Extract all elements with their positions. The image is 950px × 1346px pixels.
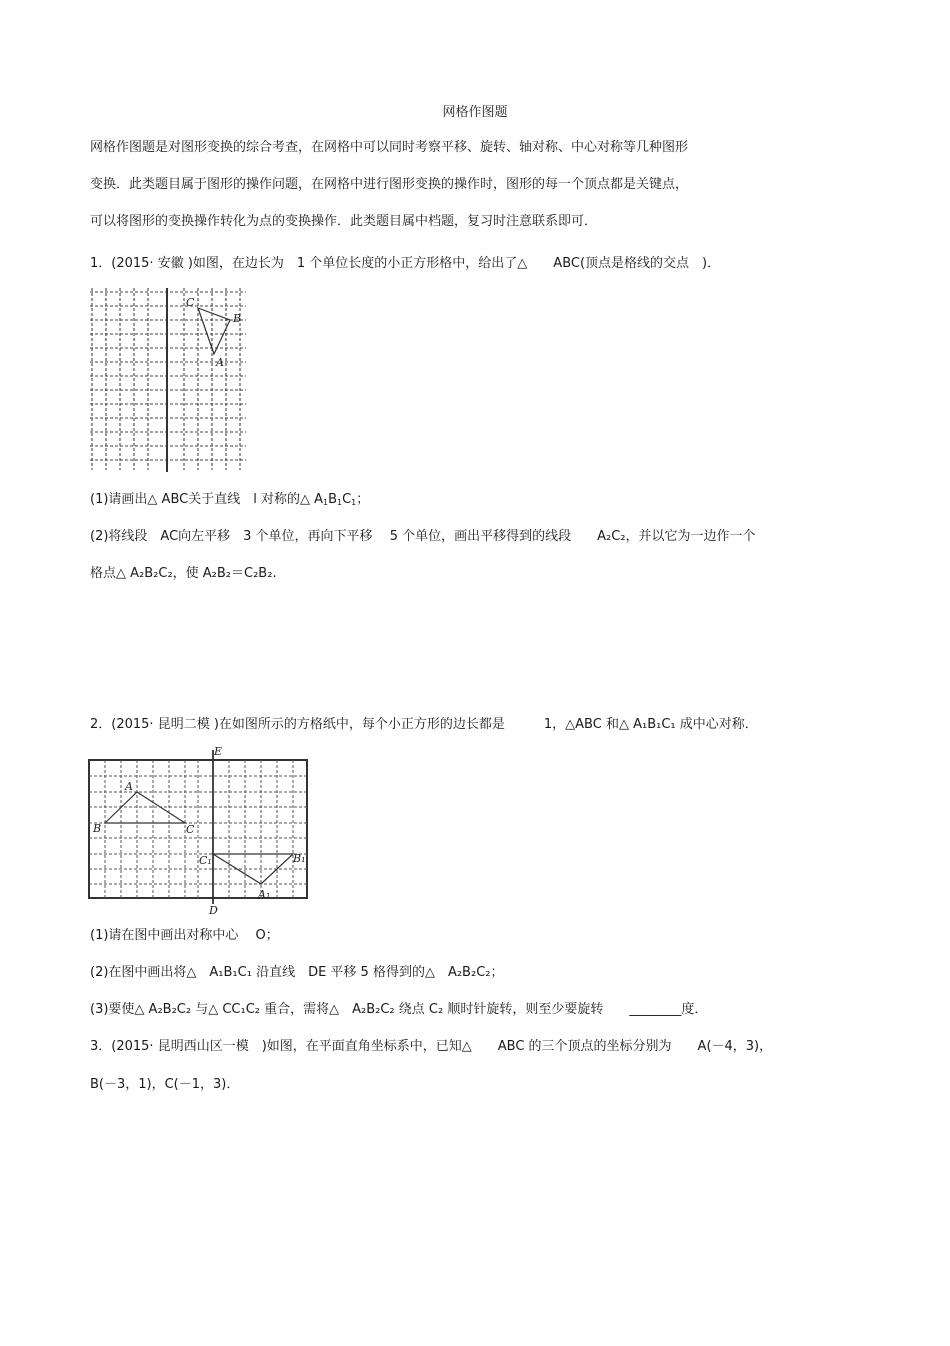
q2-label-c: C: [186, 823, 195, 836]
q2-label-b: B: [93, 822, 102, 835]
q2-stem: 2．(2015· 昆明二模 )在如图所示的方格纸中，每个小正方形的边长都是 1，△ABC 和△ A₁B₁C₁ 成中心对称．: [90, 717, 758, 732]
q1-label-c: C: [186, 296, 195, 309]
q1-label-a: A: [216, 356, 224, 369]
q1-label-b: B: [233, 312, 242, 325]
q1-grid-figure: [88, 286, 248, 472]
q2-grid-figure: [86, 744, 310, 916]
q2-label-c1: C₁: [199, 854, 212, 867]
q3-stem-line1: 3．(2015· 昆明西山区一模 )如图，在平面直角坐标系中，已知△ ABC 的三个顶点的坐标分别为 A(－4，3)，: [90, 1039, 773, 1054]
q1-part2-line1: (2)将线段 AC向左平移 3 个单位，再向下平移 5 个单位，画出平移得到的线段 A₂C₂，并以它为一边作一个: [90, 529, 756, 544]
q1-stem: 1．(2015· 安徽 )如图，在边长为 1 个单位长度的小正方形格中，给出了△ ABC(顶点是格线的交点 )．: [90, 256, 721, 271]
intro-line-2: 变换．此类题目属于图形的操作问题，在网格中进行图形变换的操作时，图形的每一个顶点都是关键点，: [90, 177, 689, 192]
q3-stem-line2: B(－3，1)，C(－1，3)．: [90, 1077, 240, 1092]
page-title: 网格作图题: [442, 105, 508, 120]
q2-label-e: E: [214, 745, 223, 758]
q2-part2: (2)在图中画出将△ A₁B₁C₁ 沿直线 DE 平移 5 格得到的△ A₂B₂C₂；: [90, 965, 504, 980]
q1-part1: (1)请画出△ ABC关于直线 l 对称的△ $A_1B_1C_1$；: [90, 492, 370, 507]
intro-line-1: 网格作图题是对图形变换的综合考查，在网格中可以同时考察平移、旋转、轴对称、中心对称等几种图形: [90, 140, 689, 155]
q2-part1: (1)请在图中画出对称中心 O；: [90, 928, 279, 943]
q2-part3: (3)要使△ A₂B₂C₂ 与△ CC₁C₂ 重合，需将△ A₂B₂C₂ 绕点 C₂ 顺时针旋转，则至少要旋转 ________度．: [90, 1002, 708, 1017]
q2-label-d: D: [209, 904, 218, 916]
intro-line-3: 可以将图形的变换操作转化为点的变换操作．此类题目属中档题，复习时注意联系即可．: [90, 214, 598, 229]
q1-part2-line2: 格点△ A₂B₂C₂，使 A₂B₂＝C₂B₂.: [90, 566, 277, 581]
q2-label-a1: A₁: [258, 888, 271, 901]
q2-label-a: A: [125, 780, 133, 793]
q2-label-b1: B₁: [293, 852, 306, 865]
